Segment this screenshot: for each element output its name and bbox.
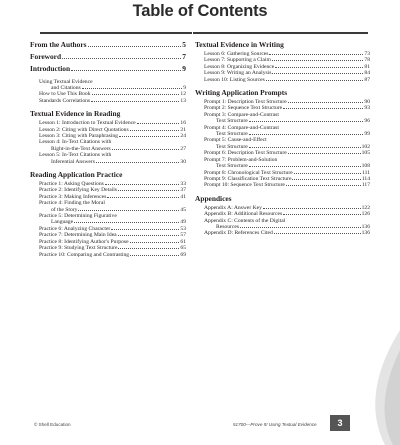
toc-entry-title: of the Story — [51, 206, 78, 213]
leader-dots — [130, 242, 180, 243]
toc-entry-page: 53 — [180, 225, 186, 232]
toc-entry-title: Lesson 5: In-Text Citations with — [39, 152, 112, 159]
leader-dots — [294, 173, 361, 174]
toc-entry-title: Practice 3: Making Inferences — [39, 193, 107, 200]
toc-entry-title: Practice 4: Finding the Moral — [39, 200, 105, 207]
toc-entry-title: Practice 9: Studying Text Structure — [39, 245, 118, 252]
leader-dots — [130, 255, 179, 256]
leader-dots — [292, 179, 360, 180]
toc-entry-title: How to Use This Book — [39, 91, 91, 98]
leader-dots — [96, 162, 179, 163]
leader-dots — [249, 134, 364, 135]
leader-dots — [288, 102, 364, 103]
toc-entry-title: Text Structure — [216, 143, 248, 150]
publisher-credit: © Shell Education — [34, 422, 71, 427]
leader-dots — [272, 60, 364, 61]
toc-entry-page: 24 — [180, 133, 186, 139]
appendices-list — [195, 205, 370, 237]
toc-entry-page: 99 — [364, 131, 370, 138]
toc-entry-page: 57 — [180, 232, 186, 239]
toc-entry[interactable] — [195, 137, 370, 150]
toc-section-foreword[interactable]: Foreword 7 — [30, 52, 186, 62]
toc-entry-page: 81 — [364, 63, 370, 70]
toc-entry-title: Practice 7: Determining Main Idea — [39, 232, 117, 239]
toc-entry-page: 136 — [361, 230, 370, 237]
toc-entry-page: 12 — [180, 91, 186, 98]
toc-entry-page: 105 — [361, 150, 370, 157]
toc-entry-title: Practice 1: Asking Questions — [39, 181, 104, 188]
toc-entry-page: 27 — [180, 145, 186, 152]
toc-entry-page: 41 — [180, 193, 186, 200]
leader-dots — [272, 73, 363, 74]
section-heading-writing: Textual Evidence in Writing — [195, 40, 284, 49]
toc-entry[interactable] — [30, 98, 186, 104]
toc-entry-title: Text Structure — [216, 163, 248, 170]
toc-entry-page: 37 — [180, 187, 186, 194]
toc-entry-title: Lesson 3: Citing with Paraphrasing — [39, 133, 118, 139]
toc-entry-page: 9 — [183, 84, 186, 91]
toc-entry-title: Lesson 4: In-Text Citations with — [39, 139, 112, 146]
leader-dots — [269, 54, 363, 55]
toc-entry-page: 90 — [364, 99, 370, 106]
leader-dots — [286, 185, 361, 186]
section-heading-reading-practice: Reading Application Practice — [30, 170, 123, 180]
toc-entry-title: Practice 5: Determining Figurative — [39, 213, 117, 220]
toc-entry-title: Inferential Answers — [51, 158, 95, 165]
toc-entry-page: 96 — [364, 118, 370, 125]
toc-section-from-the-authors[interactable]: From the Authors 5 — [30, 40, 186, 49]
toc-entry-page: 16 — [180, 120, 186, 127]
writing-prompts-list — [195, 99, 370, 189]
toc-entry-page: 65 — [180, 245, 186, 252]
toc-entry-title: Lesson 2: Citing with Direct Quotations — [39, 126, 129, 133]
toc-entry-title: and Citations — [51, 84, 81, 91]
toc-entry-title: Appendix D: References Cited — [204, 230, 273, 237]
toc-entry-page: 78 — [364, 57, 370, 64]
toc-entry-title: Practice 8: Identifying Author's Purpose — [39, 238, 129, 245]
leader-dots — [118, 248, 179, 249]
toc-entry-title: Appendix B: Additional Resources — [204, 211, 283, 218]
toc-entry-title: Appendix C: Contents of the Digital — [204, 217, 286, 224]
toc-entry-page: 111 — [362, 169, 370, 176]
leader-dots — [288, 153, 361, 154]
toc-right-column — [195, 40, 370, 237]
toc-entry-title: Right-in-the-Text Answers — [51, 145, 111, 152]
leader-dots — [283, 214, 360, 215]
toc-entry-title: Prompt 1: Description Text Structure — [204, 99, 287, 106]
toc-section-introduction[interactable]: Introduction 9 — [30, 64, 186, 74]
toc-entry[interactable] — [195, 230, 370, 236]
toc-entry-page: 73 — [364, 51, 370, 57]
toc-entry[interactable] — [195, 125, 370, 138]
leader-dots — [275, 67, 363, 68]
toc-entry-title: Practice 2: Identifying Key Details — [39, 187, 117, 194]
toc-entry[interactable] — [30, 79, 186, 92]
toc-entry[interactable] — [195, 112, 370, 125]
toc-entry-page: 93 — [364, 105, 370, 112]
toc-entry[interactable] — [195, 157, 370, 170]
leader-dots — [118, 235, 180, 236]
leader-dots — [74, 222, 179, 223]
leader-dots — [119, 136, 179, 137]
toc-entry-title: Language — [51, 219, 74, 226]
toc-entry[interactable] — [30, 139, 186, 152]
toc-entry-title: Text Structure — [216, 118, 248, 125]
reading-lessons-list — [30, 120, 186, 165]
leader-dots — [249, 121, 364, 122]
toc-entry-page: 114 — [361, 175, 370, 182]
leader-dots — [111, 229, 179, 230]
writing-lessons-list — [195, 51, 370, 83]
leader-dots — [118, 190, 179, 191]
toc-left-column — [30, 40, 186, 258]
toc-entry-title: Appendix A: Answer Key — [204, 204, 262, 211]
page-title: Table of Contents — [132, 2, 268, 20]
intro-list — [30, 79, 186, 105]
title-rule-right — [193, 32, 368, 34]
leader-dots — [283, 108, 363, 109]
toc-entry[interactable] — [195, 218, 370, 231]
leader-dots — [107, 197, 179, 198]
leader-dots — [240, 227, 361, 228]
toc-entry[interactable] — [30, 200, 186, 213]
leader-dots — [137, 123, 180, 124]
toc-entry-page: 61 — [180, 238, 186, 245]
toc-entry-title: Practice 6: Analyzing Character — [39, 225, 111, 232]
toc-entry[interactable] — [195, 77, 370, 83]
leader-dots — [105, 184, 180, 185]
toc-entry-title: Prompt 6: Description Text Structure — [204, 150, 287, 157]
toc-entry-page: 87 — [364, 76, 370, 83]
toc-entry-page: 69 — [180, 251, 186, 258]
toc-entry-page: 13 — [180, 97, 186, 104]
leader-dots — [274, 233, 361, 234]
leader-dots — [92, 94, 180, 95]
toc-entry-page: 21 — [180, 126, 186, 133]
book-title-footer: 51700—Prove It! Using Textual Evidence — [233, 422, 317, 427]
toc-entry-page: 108 — [361, 163, 370, 170]
section-heading-reading: Textual Evidence in Reading — [30, 109, 121, 119]
toc-entry[interactable] — [195, 182, 370, 188]
leader-dots — [91, 101, 179, 102]
toc-entry-title: Using Textual Evidence — [39, 78, 93, 85]
toc-entry-title: Prompt 3: Compare-and-Contrast — [204, 111, 279, 118]
leader-dots — [249, 166, 361, 167]
toc-entry-title: Lesson 7: Supporting a Claim — [204, 57, 271, 64]
reading-practice-list — [30, 181, 186, 258]
toc-entry-title: Prompt 8: Chronological Text Structure — [204, 169, 293, 176]
toc-entry-page: 33 — [180, 181, 186, 188]
leader-dots — [249, 147, 361, 148]
page-footer — [0, 415, 400, 445]
toc-entry-title: Lesson 8: Organizing Evidence — [204, 63, 275, 70]
leader-dots — [266, 80, 364, 81]
toc-entry-page: 126 — [361, 211, 370, 218]
toc-entry-page: 102 — [361, 143, 370, 150]
toc-entry[interactable] — [30, 152, 186, 165]
leader-dots — [263, 208, 361, 209]
toc-entry-title: Practice 10: Comparing and Contrasting — [39, 251, 130, 258]
section-heading-appendices: Appendices — [195, 193, 232, 203]
toc-entry-page: 84 — [364, 70, 370, 77]
toc-entry-page: 122 — [361, 204, 370, 211]
toc-entry-title: Text Structure — [216, 131, 248, 138]
leader-dots — [112, 149, 180, 150]
toc-entry-title: Lesson 10: Listing Sources — [204, 76, 265, 83]
toc-entry-title: Prompt 7: Problem-and-Solution — [204, 156, 278, 163]
toc-entry-title: Prompt 10: Sequence Text Structure — [204, 182, 285, 189]
leader-dots — [78, 210, 179, 211]
leader-dots — [130, 130, 180, 131]
toc-entry-title: Resources — [216, 223, 239, 230]
toc-entry-title: Prompt 4: Compare-and-Contrast — [204, 124, 279, 131]
page-number-tab: 3 — [330, 415, 350, 431]
toc-entry-page: 49 — [180, 219, 186, 226]
toc-entry-title: Lesson 6: Gathering Sources — [204, 51, 269, 57]
toc-entry-title: Prompt 5: Cause-and-Effect — [204, 137, 267, 144]
toc-entry-page: 30 — [180, 158, 186, 165]
toc-entry-title: Prompt 2: Sequence Text Structure — [204, 105, 283, 112]
toc-entry-title: Lesson 9: Writing an Analysis — [204, 70, 272, 77]
toc-entry-page: 117 — [361, 182, 370, 189]
leader-dots — [82, 88, 183, 89]
toc-entry-page: 45 — [180, 206, 186, 213]
section-heading-writing-prompts: Writing Application Prompts — [195, 88, 288, 98]
toc-entry[interactable] — [30, 213, 186, 226]
page-header — [0, 0, 400, 24]
toc-entry-title: Standards Correlations — [39, 97, 91, 104]
toc-entry[interactable] — [30, 252, 186, 258]
toc-entry-title: Prompt 9: Classification Text Structure — [204, 175, 292, 182]
title-rule-left — [40, 32, 192, 34]
toc-entry-title: Lesson 1: Introduction to Textual Evidence — [39, 120, 136, 127]
toc-entry-page: 136 — [361, 223, 370, 230]
